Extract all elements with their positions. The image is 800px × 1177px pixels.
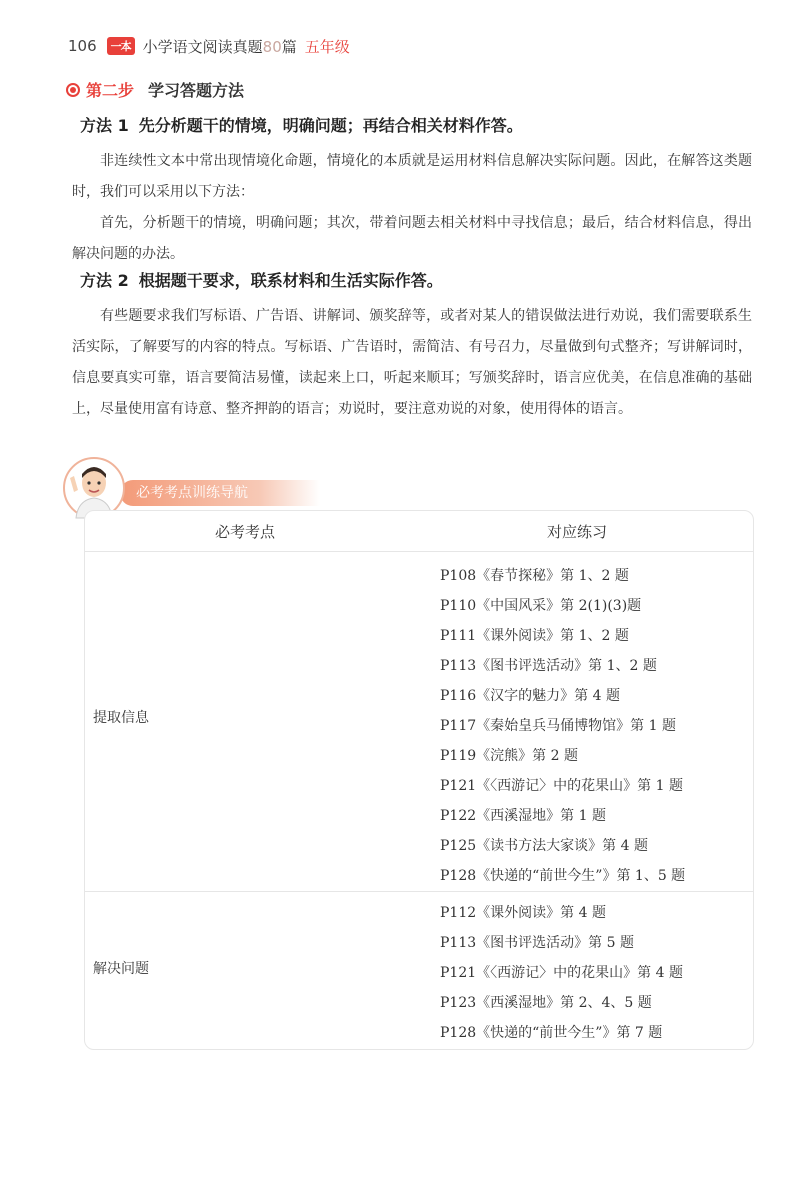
- exercise-item: P128《快递的“前世今生”》第 1、5 题: [440, 868, 686, 884]
- method-2-label: 方法 2: [80, 271, 129, 290]
- brand-logo: 一本: [107, 37, 135, 55]
- method-1-heading: [80, 113, 523, 136]
- exercise-item: P128《快递的“前世今生”》第 7 题: [440, 1025, 663, 1041]
- step-title: 学习答题方法: [148, 81, 245, 100]
- col-header-topic: 必考考点: [215, 523, 276, 541]
- book-title-number: 80: [262, 37, 282, 56]
- exercise-item: P110《中国风采》第 2(1)(3)题: [440, 598, 642, 614]
- exam-nav-section: [62, 456, 762, 1056]
- method-1-label: 方法 1: [80, 116, 129, 135]
- table-row: [85, 892, 753, 1050]
- method-1-paragraph-1: 非连续性文本中常出现情境化命题，情境化的本质就是运用材料信息解决实际问题。因此，在解答这类题时，我们可以采用以下方法：: [72, 153, 752, 200]
- exercise-list: [440, 561, 685, 891]
- method-2-heading: [80, 268, 443, 291]
- exercise-item: P116《汉字的魅力》第 4 题: [440, 688, 620, 704]
- exercise-item: P108《春节探秘》第 1、2 题: [440, 568, 629, 584]
- exercise-item: P121《〈西游记〉中的花果山》第 1 题: [440, 778, 683, 794]
- exercise-list: [440, 898, 683, 1048]
- topic-cell: 解决问题: [93, 961, 149, 977]
- nav-banner: 必考考点训练导航: [120, 480, 320, 506]
- nav-table: [84, 510, 754, 1050]
- exercise-item: P117《秦始皇兵马俑博物馆》第 1 题: [440, 718, 676, 734]
- exercise-item: P122《西溪湿地》第 1 题: [440, 808, 606, 824]
- step-heading: [66, 78, 244, 101]
- target-icon: [66, 83, 80, 97]
- book-title-suffix: 篇: [281, 37, 297, 56]
- method-1-title: 先分析题干的情境，明确问题；再结合相关材料作答。: [138, 116, 523, 135]
- exercise-item: P113《图书评选活动》第 5 题: [440, 935, 634, 951]
- page-header: [68, 34, 350, 58]
- exercise-item: P125《读书方法大家谈》第 4 题: [440, 838, 648, 854]
- nav-table-header: [85, 511, 753, 552]
- col-header-practice: 对应练习: [547, 523, 608, 541]
- exercise-item: P113《图书评选活动》第 1、2 题: [440, 658, 657, 674]
- exercise-item: P121《〈西游记〉中的花果山》第 4 题: [440, 965, 683, 981]
- page-number: 106: [68, 37, 97, 55]
- book-title: [143, 36, 297, 57]
- grade-label: 五年级: [304, 37, 350, 56]
- method-2-title: 根据题干要求，联系材料和生活实际作答。: [138, 271, 443, 290]
- topic-cell: 提取信息: [93, 710, 149, 726]
- exercise-item: P111《课外阅读》第 1、2 题: [440, 628, 629, 644]
- method-2-paragraph-1: 有些题要求我们写标语、广告语、讲解词、颁奖辞等，或者对某人的错误做法进行劝说，我们需要联系生活实际，了解要写的内容的特点。写标语、广告语时，需简洁、有号召力，尽量做到句式整齐；写讲解词时，信息要真实可靠，语言要简洁易懂，读起来上口，听起来顺耳；写颁奖辞时，语言应优美，在信息准确的基础上，尽量使用富有诗意、整齐押韵的语言；劝说时，要注意劝说的对象，使用得体的语言。: [72, 308, 752, 417]
- step-label: 第二步: [86, 81, 135, 100]
- table-row: [85, 553, 753, 889]
- method-1-paragraph-2: 首先，分析题干的情境，明确问题；其次，带着问题去相关材料中寻找信息；最后，结合材料信息，得出解决问题的办法。: [72, 215, 752, 262]
- book-title-text: 小学语文阅读真题: [142, 37, 263, 56]
- exercise-item: P119《浣熊》第 2 题: [440, 748, 578, 764]
- exercise-item: P112《课外阅读》第 4 题: [440, 905, 606, 921]
- exercise-item: P123《西溪湿地》第 2、4、5 题: [440, 995, 652, 1011]
